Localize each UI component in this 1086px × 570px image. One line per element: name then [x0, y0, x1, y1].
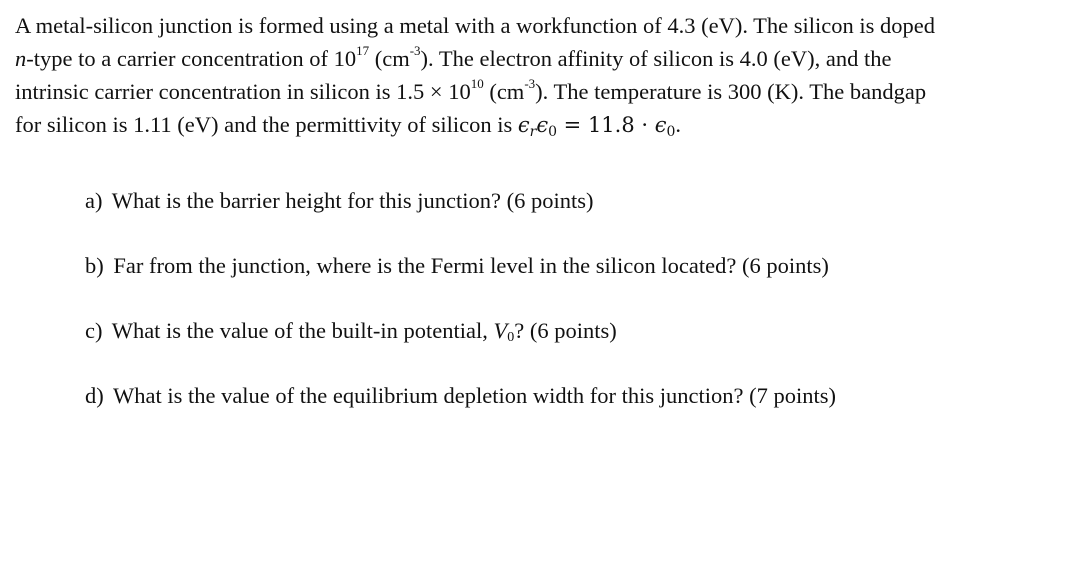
problem-line-2-part-a: -type to a carrier concentration of 10	[26, 46, 357, 71]
v-subscript: 0	[507, 330, 515, 345]
problem-line-3-part-c: ). The temperature is 300 (K). The bandgap	[535, 79, 927, 104]
epsilon-symbol: ϵ	[517, 113, 530, 137]
exponent-minus-3-b: -3	[524, 75, 536, 91]
question-c-letter: c)	[85, 318, 103, 343]
v-symbol: V	[493, 318, 508, 343]
problem-line-4-period: .	[675, 112, 682, 137]
epsilon-symbol-3: ϵ	[654, 113, 667, 137]
problem-line-2	[15, 42, 1075, 75]
epsilon-r-subscript: r	[529, 124, 537, 140]
question-b-letter: b)	[85, 253, 104, 278]
question-d-text: What is the value of the equilibrium depletion width for this junction? (7 points)	[112, 383, 836, 408]
problem-line-4-part-a: for silicon is 1.11 (eV) and the permittivity of silicon is	[15, 112, 518, 137]
problem-line-3-part-b: (cm	[483, 79, 525, 104]
problem-line-2-part-b: (cm	[369, 46, 410, 71]
question-c-text-a: What is the value of the built-in potential,	[111, 318, 494, 343]
exponent-minus-3: -3	[409, 42, 421, 58]
problem-line-4	[15, 108, 1075, 142]
problem-line-3-part-a: intrinsic carrier concentration in silicon is 1.5 × 10	[15, 79, 471, 104]
question-d-letter: d)	[85, 383, 104, 408]
exponent-10: 10	[470, 75, 484, 91]
question-b	[85, 251, 829, 281]
epsilon-symbol-2: ϵ	[536, 113, 549, 137]
question-a-text: What is the barrier height for this junction? (6 points)	[111, 188, 594, 213]
problem-line-1	[15, 9, 1075, 42]
equals-value: = 11.8 ·	[557, 113, 655, 137]
permittivity-expression	[517, 113, 676, 140]
question-a	[85, 186, 593, 216]
problem-line-1-text: A metal-silicon junction is formed using a metal with a workfunction of 4.3 (eV). The silicon is doped	[15, 13, 936, 38]
question-b-text: Far from the junction, where is the Fermi level in the silicon located? (6 points)	[113, 253, 829, 278]
exponent-17: 17	[356, 42, 370, 58]
question-a-letter: a)	[85, 188, 103, 213]
n-italic: n	[15, 46, 27, 71]
question-c	[85, 316, 617, 346]
epsilon-0-subscript-2: 0	[666, 124, 676, 140]
problem-line-3	[15, 75, 1075, 108]
question-c-text-b: ? (6 points)	[514, 318, 617, 343]
problem-statement	[15, 9, 1075, 142]
question-d	[85, 381, 836, 411]
epsilon-0-subscript: 0	[548, 124, 557, 140]
problem-line-2-part-c: ). The electron affinity of silicon is 4.0 (eV), and the	[420, 46, 892, 71]
